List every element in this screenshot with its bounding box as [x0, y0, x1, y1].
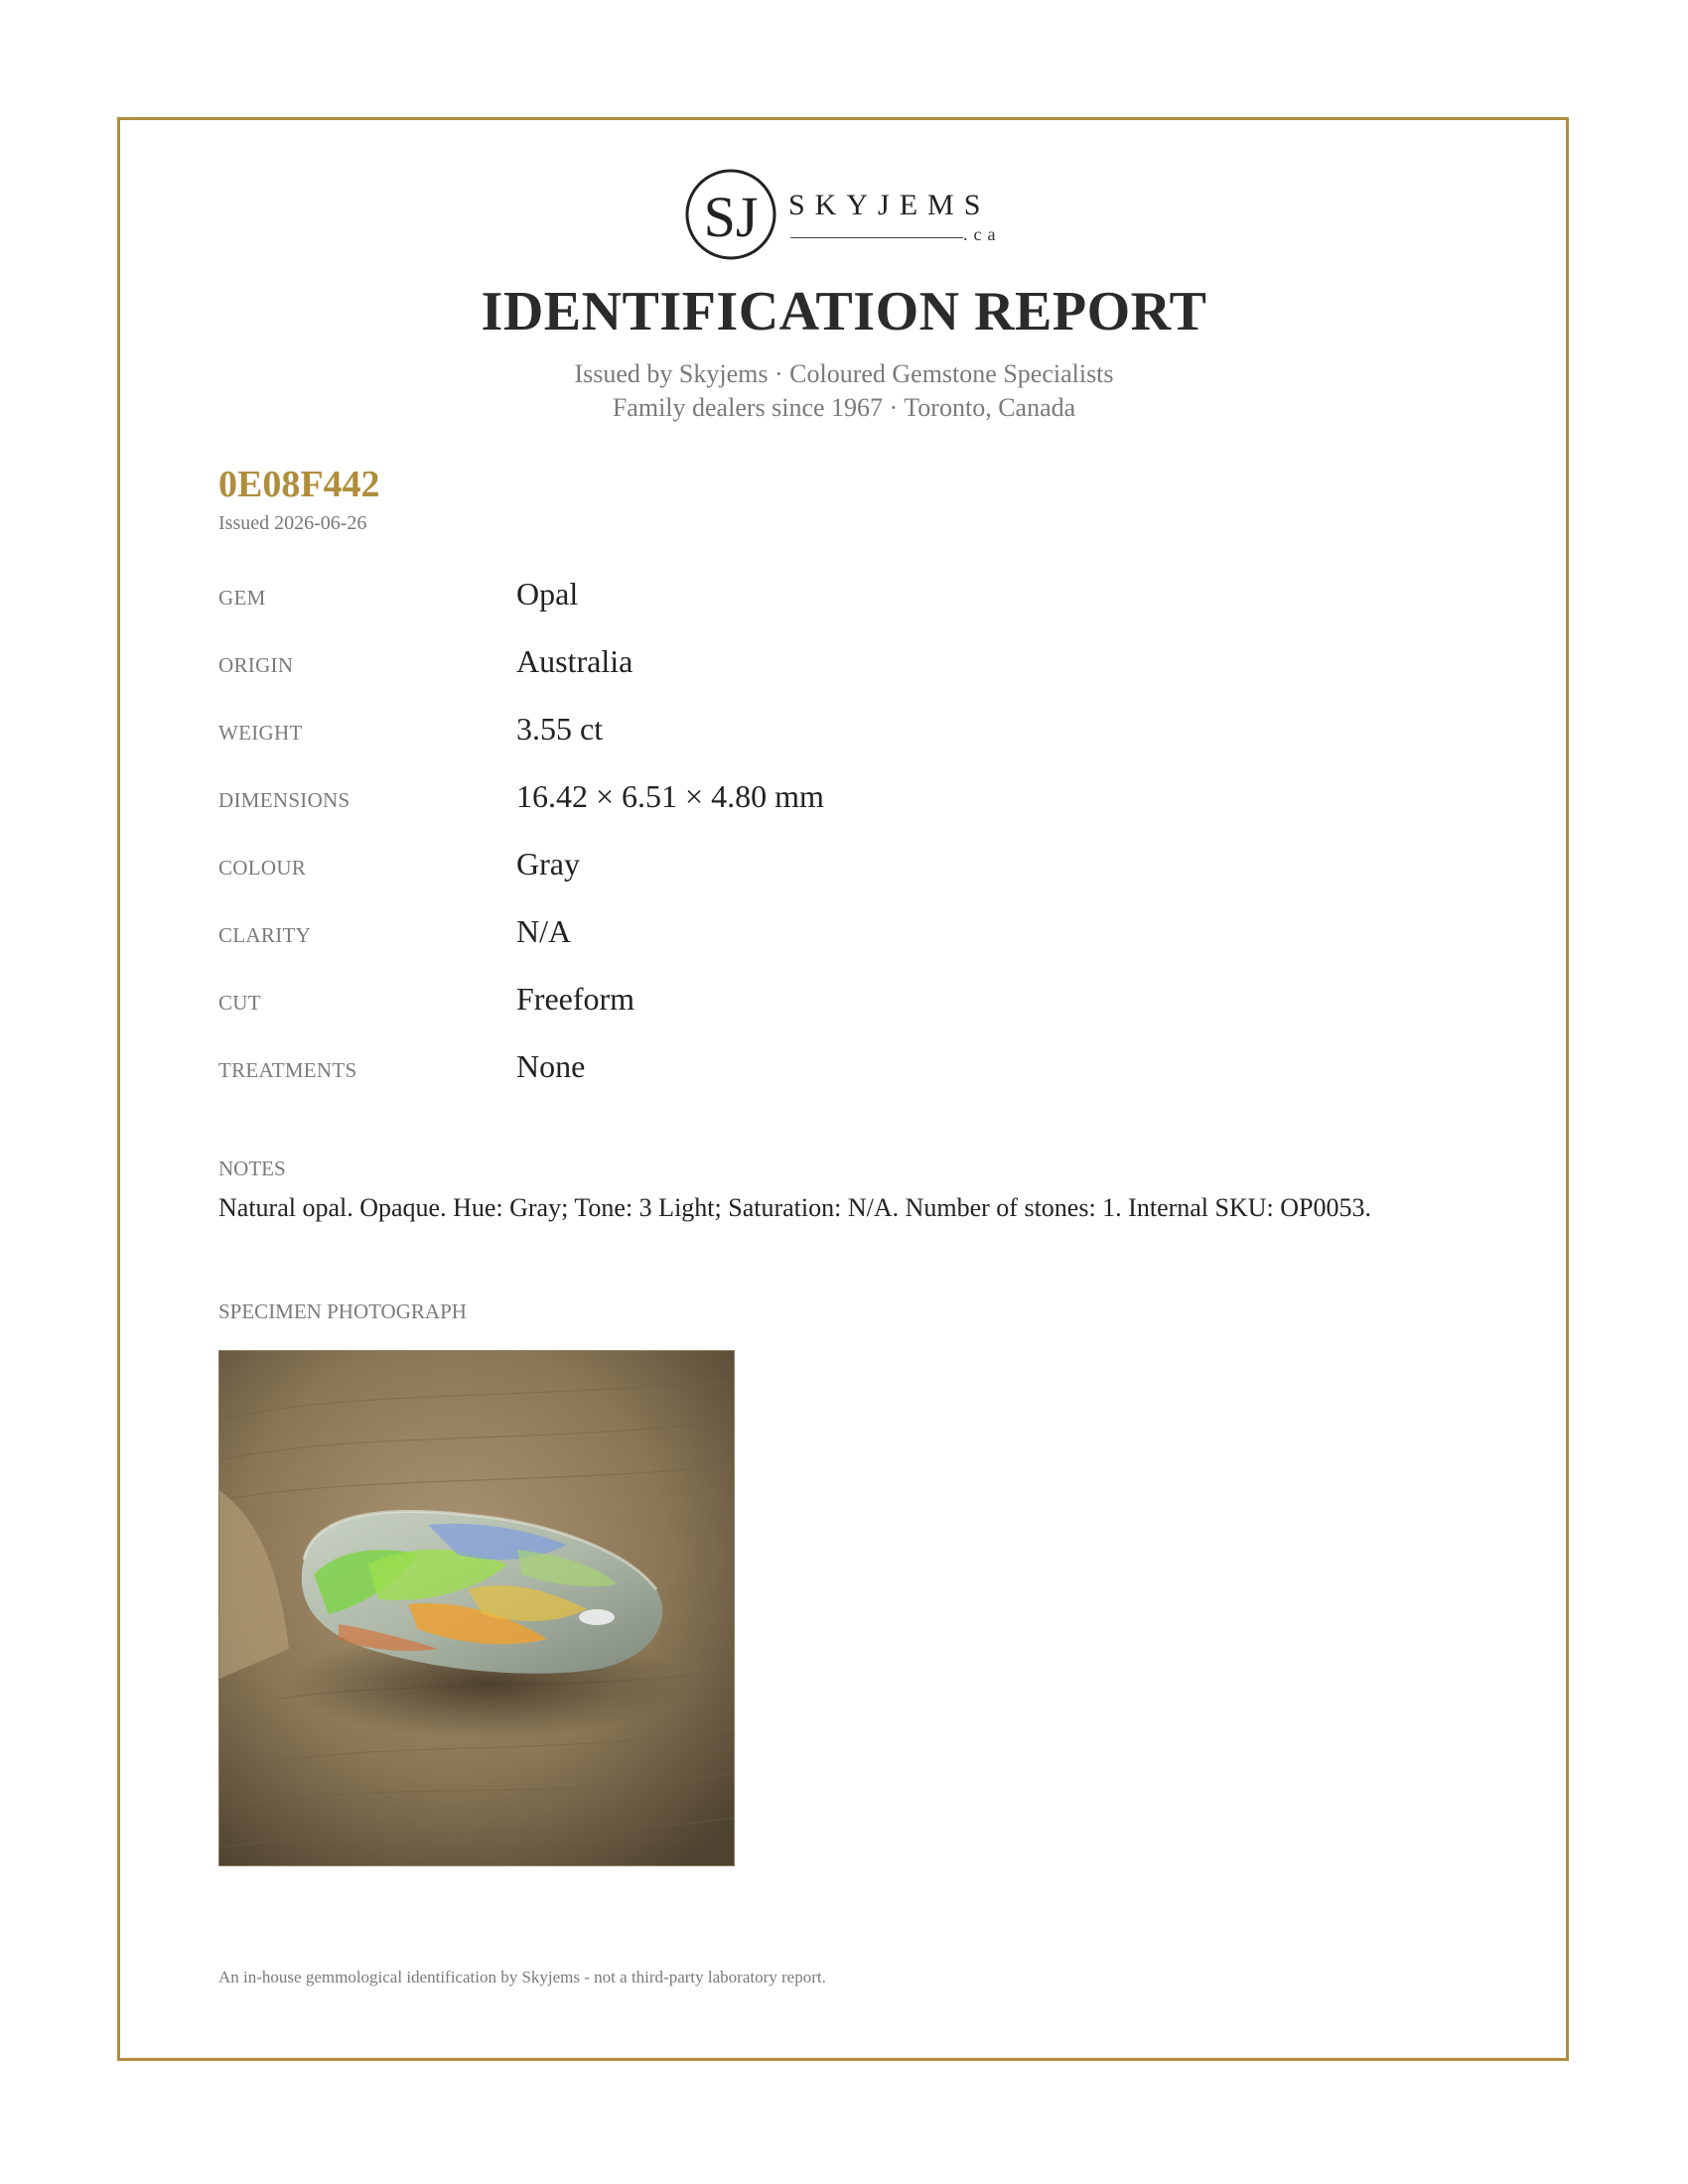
- field-dimensions: [218, 778, 1509, 818]
- field-value: 16.42 × 6.51 × 4.80 mm: [516, 778, 824, 814]
- report-id: 0E08F442: [218, 464, 380, 505]
- field-label: GEM: [218, 586, 266, 610]
- field-treatments: [218, 1048, 1509, 1088]
- field-label: COLOUR: [218, 856, 307, 880]
- field-label: ORIGIN: [218, 653, 294, 677]
- monogram-text: SJ: [703, 185, 759, 249]
- opal-specimen-image: [219, 1351, 735, 1866]
- monogram-emblem: [683, 165, 778, 264]
- field-value: 3.55 ct: [516, 711, 604, 747]
- field-value: None: [516, 1048, 586, 1084]
- notes-text: Natural opal. Opaque. Hue: Gray; Tone: 3 Light; Saturation: N/A. Number of stones: 1. Internal SKU: OP0053.: [218, 1193, 1371, 1222]
- field-gem: [218, 576, 1509, 615]
- photo-heading: SPECIMEN PHOTOGRAPH: [218, 1299, 467, 1323]
- field-cut: [218, 981, 1509, 1021]
- skyjems-logo: [683, 165, 1021, 264]
- field-value: Australia: [516, 643, 633, 679]
- field-label: CUT: [218, 991, 261, 1015]
- field-label: DIMENSIONS: [218, 788, 351, 812]
- field-label: TREATMENTS: [218, 1058, 357, 1082]
- field-weight: [218, 711, 1509, 751]
- field-value: Opal: [516, 576, 579, 612]
- field-label: WEIGHT: [218, 721, 303, 745]
- field-colour: [218, 846, 1509, 886]
- disclaimer: An in-house gemmological identification by Skyjems - not a third-party laboratory report.: [218, 1968, 826, 1986]
- field-value: N/A: [516, 913, 572, 949]
- notes-heading: NOTES: [218, 1157, 286, 1180]
- issuer-line: Issued by Skyjems · Coloured Gemstone Specialists: [574, 359, 1114, 388]
- issue-date: Issued 2026-06-26: [218, 512, 367, 534]
- field-value: Freeform: [516, 981, 635, 1017]
- field-value: Gray: [516, 846, 580, 882]
- brand-rule: [790, 237, 963, 238]
- brand-name: SKYJEMS: [788, 189, 991, 221]
- report-title: IDENTIFICATION REPORT: [481, 281, 1207, 342]
- field-origin: [218, 643, 1509, 683]
- brand-suffix: .ca: [963, 224, 1002, 244]
- field-clarity: [218, 913, 1509, 953]
- dealer-line: Family dealers since 1967 · Toronto, Canada: [612, 393, 1076, 422]
- field-label: CLARITY: [218, 923, 312, 947]
- specimen-photo: [218, 1350, 735, 1866]
